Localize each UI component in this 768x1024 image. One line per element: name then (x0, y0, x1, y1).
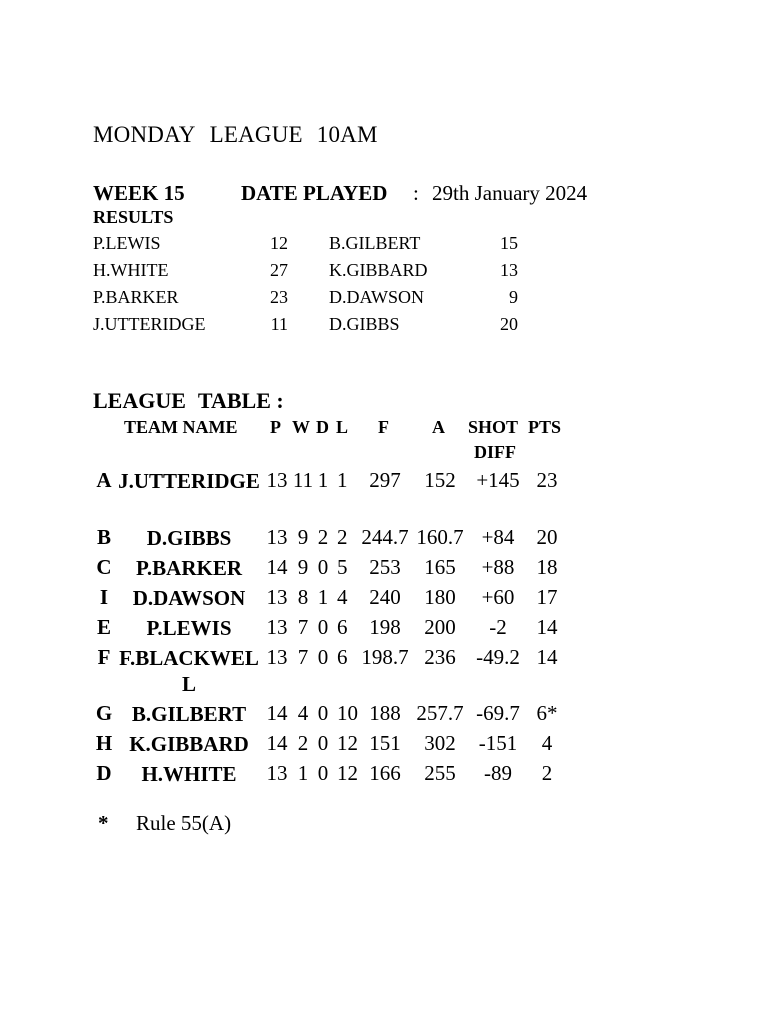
home-score: 27 (270, 260, 288, 280)
result-row (0, 260, 768, 287)
team-name: P.BARKER (136, 556, 242, 580)
col-header-against: A (432, 417, 445, 437)
away-player: D.DAWSON (329, 287, 425, 307)
drawn-cell: 0 (317, 701, 329, 725)
played-cell: 13 (266, 525, 288, 549)
for-cell: 297 (369, 468, 401, 492)
won-cell: 1 (297, 761, 309, 785)
title-word: LEAGUE (209, 122, 303, 147)
won-cell: 9 (297, 525, 309, 549)
week-label: WEEK 15 (93, 181, 185, 205)
home-player: P.LEWIS (93, 233, 161, 253)
date-played-label: DATE PLAYED (241, 181, 388, 205)
team-name: K.GIBBARD (129, 732, 249, 756)
points-cell: 2 (541, 761, 553, 785)
drawn-cell: 1 (317, 585, 329, 609)
against-cell: 180 (424, 585, 456, 609)
page-title (93, 122, 378, 148)
for-cell: 198 (369, 615, 401, 639)
away-score: 20 (500, 314, 518, 334)
points-cell: 6* (536, 701, 558, 725)
league-heading-word: TABLE : (197, 388, 284, 413)
shot-diff-cell: -49.2 (476, 645, 520, 669)
won-cell: 7 (297, 645, 309, 669)
position-code: G (95, 701, 113, 725)
won-cell: 4 (297, 701, 309, 725)
for-cell: 244.7 (361, 525, 409, 549)
drawn-cell: 0 (317, 615, 329, 639)
col-header-drawn: D (316, 417, 329, 437)
away-score: 9 (509, 287, 518, 307)
team-name: F.BLACKWELL (119, 646, 259, 696)
points-cell: 14 (536, 645, 558, 669)
against-cell: 152 (424, 468, 456, 492)
position-code: I (99, 585, 109, 609)
team-name: B.GILBERT (131, 702, 247, 726)
col-header-for: F (378, 417, 389, 437)
lost-cell: 6 (337, 645, 348, 669)
home-player: P.BARKER (93, 287, 179, 307)
drawn-cell: 0 (317, 645, 329, 669)
home-score: 12 (270, 233, 288, 253)
lost-cell: 5 (337, 555, 348, 579)
position-code: C (96, 555, 112, 579)
col-header-lost: L (336, 417, 349, 437)
footnote-text: Rule 55(A) (136, 811, 232, 835)
played-cell: 13 (266, 468, 288, 492)
col-header-shot-diff: SHOT (468, 417, 519, 437)
result-row (0, 233, 768, 260)
played-cell: 14 (266, 701, 288, 725)
results-heading: RESULTS (93, 207, 174, 227)
team-name: D.DAWSON (132, 586, 246, 610)
position-code: E (96, 615, 111, 639)
lost-cell: 12 (337, 731, 358, 755)
col-header-team-name: TEAM NAME (124, 417, 238, 437)
for-cell: 253 (369, 555, 401, 579)
away-player: B.GILBERT (329, 233, 421, 253)
shot-diff-cell: -69.7 (476, 701, 520, 725)
points-cell: 18 (536, 555, 558, 579)
away-score: 13 (500, 260, 518, 280)
home-player: J.UTTERIDGE (93, 314, 206, 334)
played-cell: 14 (266, 555, 288, 579)
played-cell: 13 (266, 585, 288, 609)
date-separator: : (413, 181, 419, 205)
position-code: H (95, 731, 113, 755)
col-header-points: PTS (528, 417, 562, 437)
points-cell: 17 (536, 585, 558, 609)
against-cell: 160.7 (416, 525, 464, 549)
home-player: H.WHITE (93, 260, 169, 280)
lost-cell: 4 (337, 585, 348, 609)
played-cell: 13 (266, 615, 288, 639)
points-cell: 23 (536, 468, 558, 492)
played-cell: 14 (266, 731, 288, 755)
date-played-value: 29th January 2024 (432, 181, 588, 205)
drawn-cell: 1 (317, 468, 329, 492)
points-cell: 20 (536, 525, 558, 549)
result-row (0, 314, 768, 341)
team-name: J.UTTERIDGE (118, 469, 260, 493)
for-cell: 240 (369, 585, 401, 609)
won-cell: 11 (292, 468, 314, 492)
points-cell: 4 (541, 731, 553, 755)
won-cell: 9 (297, 555, 309, 579)
footnote-marker: * (98, 811, 109, 835)
team-name: P.LEWIS (146, 616, 232, 640)
against-cell: 302 (424, 731, 456, 755)
position-code: B (96, 525, 111, 549)
position-code: D (96, 761, 112, 785)
against-cell: 200 (424, 615, 456, 639)
shot-diff-cell: -89 (484, 761, 512, 785)
against-cell: 165 (424, 555, 456, 579)
shot-diff-cell: -2 (489, 615, 507, 639)
col-header-played: P (270, 417, 281, 437)
league-table-heading (93, 388, 284, 414)
points-cell: 14 (536, 615, 558, 639)
position-code: A (96, 468, 112, 492)
won-cell: 8 (297, 585, 309, 609)
won-cell: 7 (297, 615, 309, 639)
played-cell: 13 (266, 645, 288, 669)
lost-cell: 10 (337, 701, 358, 725)
title-word: 10AM (316, 122, 378, 147)
lost-cell: 1 (337, 468, 348, 492)
col-header-shot-diff-line2: DIFF (474, 442, 516, 462)
against-cell: 255 (424, 761, 456, 785)
for-cell: 151 (369, 731, 401, 755)
played-cell: 13 (266, 761, 288, 785)
against-cell: 257.7 (416, 701, 464, 725)
lost-cell: 12 (337, 761, 358, 785)
away-score: 15 (500, 233, 518, 253)
drawn-cell: 0 (317, 555, 329, 579)
drawn-cell: 2 (317, 525, 329, 549)
drawn-cell: 0 (317, 761, 329, 785)
lost-cell: 2 (337, 525, 348, 549)
shot-diff-cell: +84 (481, 525, 515, 549)
shot-diff-cell: -151 (478, 731, 518, 755)
away-player: K.GIBBARD (329, 260, 428, 280)
away-player: D.GIBBS (329, 314, 400, 334)
shot-diff-cell: +88 (481, 555, 515, 579)
team-name: D.GIBBS (146, 526, 232, 550)
shot-diff-cell: +145 (476, 468, 520, 492)
home-score: 23 (270, 287, 288, 307)
league-heading-word: LEAGUE (93, 388, 186, 413)
against-cell: 236 (424, 645, 456, 669)
col-header-won: W (292, 417, 310, 437)
won-cell: 2 (297, 731, 309, 755)
shot-diff-cell: +60 (481, 585, 515, 609)
lost-cell: 6 (337, 615, 348, 639)
home-score: 11 (270, 314, 288, 334)
title-word: MONDAY (93, 122, 196, 147)
for-cell: 198.7 (361, 645, 409, 669)
team-name: H.WHITE (141, 762, 237, 786)
for-cell: 188 (369, 701, 401, 725)
drawn-cell: 0 (317, 731, 329, 755)
position-code: F (97, 645, 111, 669)
for-cell: 166 (369, 761, 401, 785)
result-row (0, 287, 768, 314)
